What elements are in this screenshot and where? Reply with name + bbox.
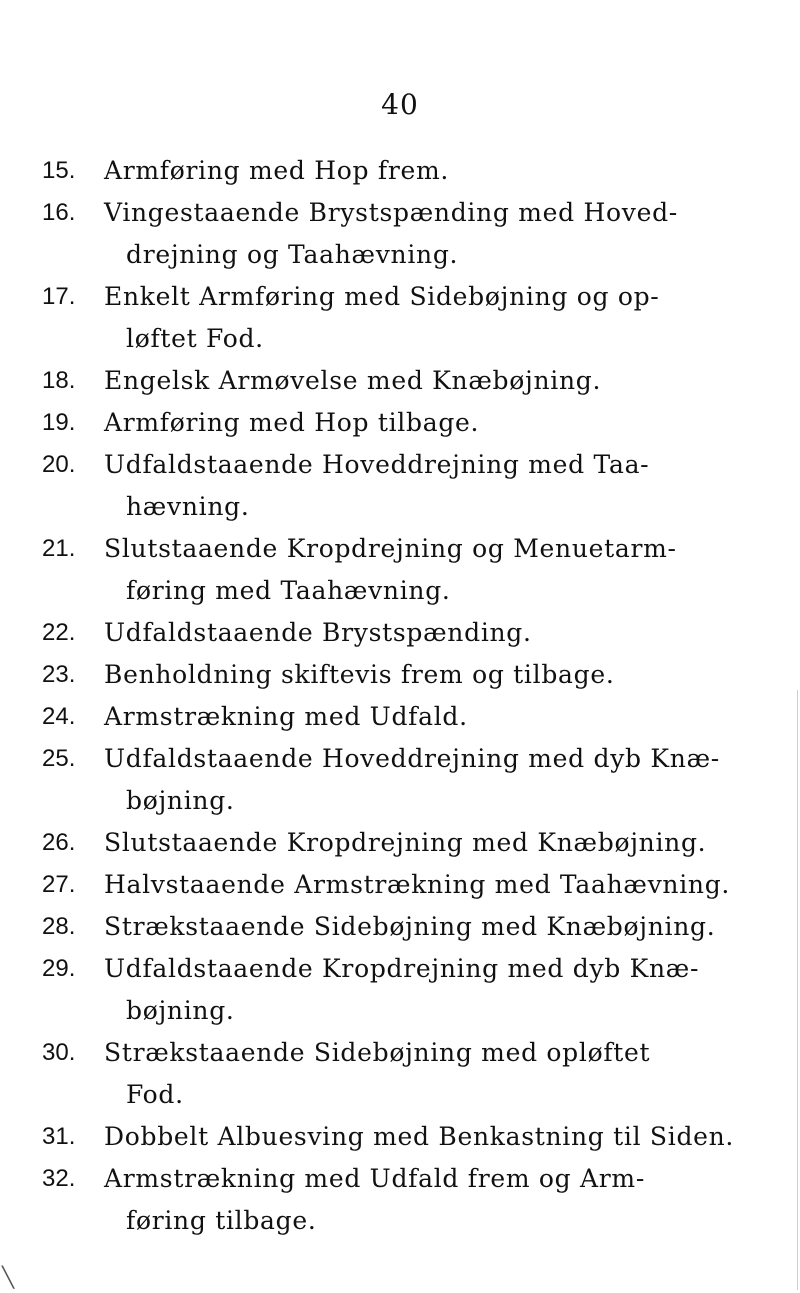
item-text — [104, 360, 772, 402]
item-line: Armstrækning med Udfald. — [104, 702, 468, 731]
item-number: 16. — [42, 199, 76, 226]
item-line: Dobbelt Albuesving med Benkastning til Siden. — [104, 1122, 735, 1151]
item-line-continued: føring tilbage. — [126, 1206, 317, 1235]
list-item — [42, 444, 772, 528]
item-line: Strækstaaende Sidebøjning med opløftet — [104, 1038, 651, 1067]
item-number: 26. — [42, 829, 76, 856]
item-number: 15. — [42, 157, 76, 184]
list-item — [42, 948, 772, 1032]
item-line-continued: bøjning. — [126, 786, 235, 815]
item-line: Vingestaaende Brystspænding med Hoved- — [104, 198, 678, 227]
list-item — [42, 906, 772, 948]
list-item — [42, 1158, 772, 1242]
item-number: 25. — [42, 745, 76, 772]
item-line: Slutstaaende Kropdrejning og Menuetarm- — [104, 534, 677, 563]
item-line-continued: hævning. — [126, 492, 250, 521]
item-number: 20. — [42, 451, 76, 478]
item-text — [104, 402, 772, 444]
list-item — [42, 192, 772, 276]
item-number: 17. — [42, 283, 76, 310]
item-number: 23. — [42, 661, 76, 688]
item-text — [104, 738, 772, 822]
item-text — [104, 1158, 772, 1242]
item-line: Udfaldstaaende Brystspænding. — [104, 618, 532, 647]
item-line-continued: Fod. — [126, 1080, 184, 1109]
item-line: Enkelt Armføring med Sidebøjning og op- — [104, 282, 660, 311]
list-item — [42, 612, 772, 654]
list-item — [42, 360, 772, 402]
item-line: Udfaldstaaende Hoveddrejning med Taa- — [104, 450, 650, 479]
item-line-continued: drejning og Taahævning. — [126, 240, 459, 269]
item-text — [104, 612, 772, 654]
exercise-list — [42, 150, 772, 1242]
list-item — [42, 150, 772, 192]
item-line: Strækstaaende Sidebøjning med Knæbøjning. — [104, 912, 716, 941]
item-text — [104, 654, 772, 696]
item-text — [104, 192, 772, 276]
list-item — [42, 738, 772, 822]
list-item — [42, 1032, 772, 1116]
item-number: 28. — [42, 913, 76, 940]
list-item — [42, 654, 772, 696]
list-item — [42, 276, 772, 360]
list-item — [42, 528, 772, 612]
item-line: Udfaldstaaende Hoveddrejning med dyb Knæ- — [104, 744, 720, 773]
item-line: Armføring med Hop frem. — [104, 156, 450, 185]
item-line: Udfaldstaaende Kropdrejning med dyb Knæ- — [104, 954, 700, 983]
item-line-continued: føring med Taahævning. — [126, 576, 451, 605]
item-number: 32. — [42, 1165, 76, 1192]
item-number: 22. — [42, 619, 76, 646]
list-item — [42, 402, 772, 444]
item-text — [104, 150, 772, 192]
item-text — [104, 1116, 772, 1158]
list-item — [42, 1116, 772, 1158]
item-line: Halvstaaende Armstrækning med Taahævning. — [104, 870, 731, 899]
item-text — [104, 822, 772, 864]
item-line-continued: bøjning. — [126, 996, 235, 1025]
list-item — [42, 822, 772, 864]
page-edge-line — [797, 690, 798, 1290]
item-text — [104, 906, 772, 948]
item-line: Slutstaaende Kropdrejning med Knæbøjning. — [104, 828, 707, 857]
list-item — [42, 864, 772, 906]
item-number: 24. — [42, 703, 76, 730]
item-number: 19. — [42, 409, 76, 436]
corner-mark-icon: ╲ — [2, 1265, 15, 1289]
item-number: 27. — [42, 871, 76, 898]
item-number: 21. — [42, 535, 76, 562]
item-line-continued: løftet Fod. — [126, 324, 264, 353]
item-number: 29. — [42, 955, 76, 982]
list-item — [42, 696, 772, 738]
item-text — [104, 444, 772, 528]
item-number: 30. — [42, 1039, 76, 1066]
item-number: 18. — [42, 367, 76, 394]
item-text — [104, 528, 772, 612]
item-text — [104, 948, 772, 1032]
item-text — [104, 696, 772, 738]
item-line: Armstrækning med Udfald frem og Arm- — [104, 1164, 645, 1193]
item-text — [104, 276, 772, 360]
item-text — [104, 864, 772, 906]
item-line: Armføring med Hop tilbage. — [104, 408, 480, 437]
item-line: Engelsk Armøvelse med Knæbøjning. — [104, 366, 602, 395]
item-text — [104, 1032, 772, 1116]
item-line: Benholdning skiftevis frem og tilbage. — [104, 660, 615, 689]
page-number: 40 — [381, 88, 419, 121]
item-number: 31. — [42, 1123, 76, 1150]
